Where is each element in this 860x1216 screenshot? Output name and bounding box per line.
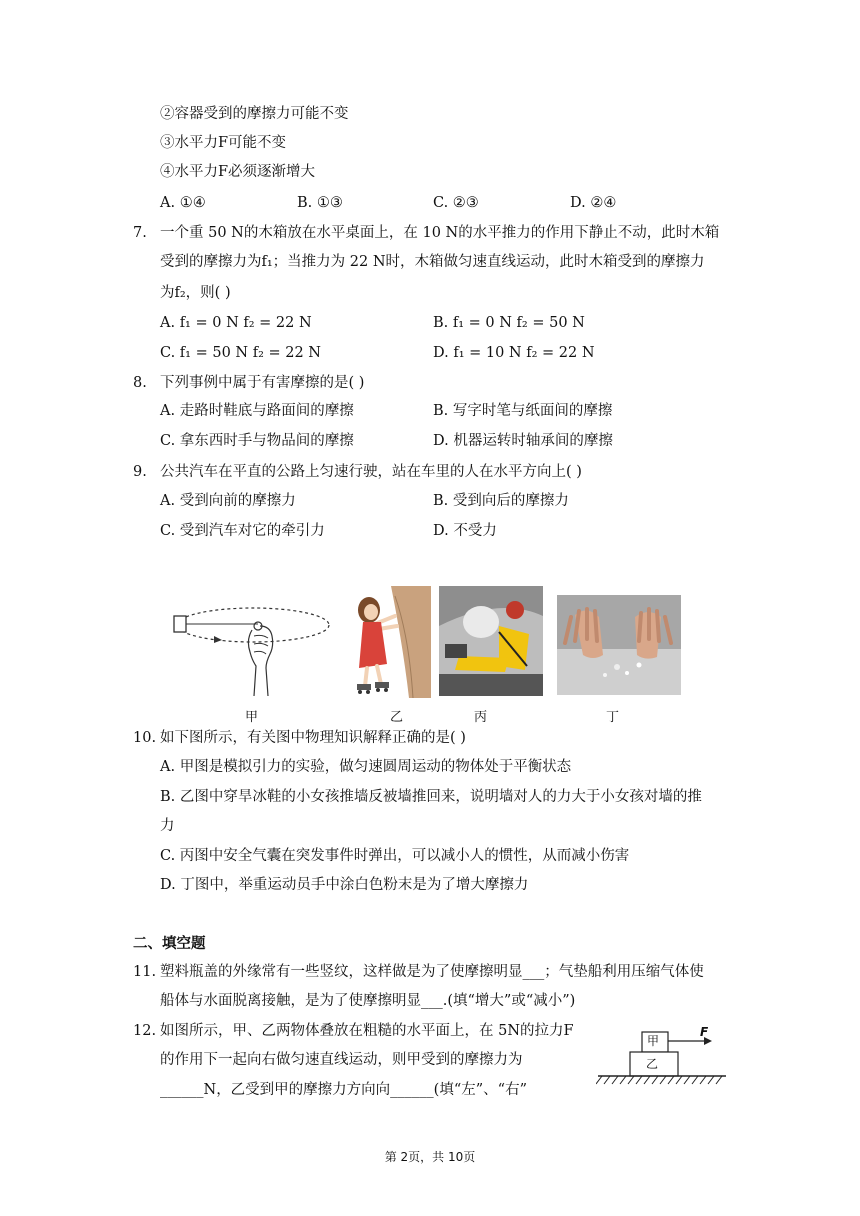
q9-option-a: A. 受到向前的摩擦力 <box>160 493 296 509</box>
q7-option-c: C. f₁ = 50 N f₂ = 22 N <box>160 345 321 361</box>
q7-option-b: B. f₁ = 0 N f₂ = 50 N <box>433 315 585 331</box>
q10-option-a: A. 甲图是模拟引力的实验，做匀速圆周运动的物体处于平衡状态 <box>160 759 572 775</box>
q11-line-1: 塑料瓶盖的外缘常有一些竖纹，这样做是为了使摩擦明显___；气垫船利用压缩气体使 <box>160 964 704 980</box>
q10-option-b-line-2: 力 <box>160 818 175 834</box>
q11-line-2: 船体与水面脱离接触，是为了使摩擦明显___.(填“增大”或“减小”) <box>160 993 576 1009</box>
figure-label-yi: 乙 <box>390 710 404 725</box>
q8-option-b: B. 写字时笔与纸面间的摩擦 <box>433 403 613 419</box>
q6-item-2: ②容器受到的摩擦力可能不变 <box>160 106 349 122</box>
q10-line-1: 如下图所示，有关图中物理知识解释正确的是( ) <box>160 730 466 746</box>
q8-number: 8. <box>133 375 147 391</box>
figure-orbit-experiment <box>168 590 338 700</box>
q12-diagram <box>596 1026 730 1090</box>
q12-line-2: 的作用下一起向右做匀速直线运动，则甲受到的摩擦力为 <box>160 1052 523 1068</box>
page-footer: 第 2页，共 10页 <box>384 1150 476 1164</box>
q10-option-b-line-1: B. 乙图中穿旱冰鞋的小女孩推墙反被墙推回来，说明墙对人的力大于小女孩对墙的推 <box>160 789 702 805</box>
q9-option-c: C. 受到汽车对它的牵引力 <box>160 523 325 539</box>
q12-block-jia: 甲 <box>647 1034 660 1048</box>
section-title-fill-in: 二、填空题 <box>133 936 206 952</box>
q6-item-4: ④水平力F必须逐渐增大 <box>160 164 316 180</box>
q9-option-b: B. 受到向后的摩擦力 <box>433 493 569 509</box>
q12-line-3: ______N，乙受到甲的摩擦力方向向______(填“左”、“右” <box>160 1082 527 1098</box>
q12-force-label: F <box>700 1025 709 1039</box>
q8-option-a: A. 走路时鞋底与路面间的摩擦 <box>160 403 354 419</box>
q7-line-3: 为f₂，则( ) <box>160 285 231 301</box>
q9-number: 9. <box>133 464 147 480</box>
q6-item-3: ③水平力F可能不变 <box>160 135 287 151</box>
q12-block-yi: 乙 <box>646 1057 659 1071</box>
q8-option-c: C. 拿东西时手与物品间的摩擦 <box>160 433 354 449</box>
figure-label-ding: 丁 <box>606 710 620 725</box>
q8-option-d: D. 机器运转时轴承间的摩擦 <box>433 433 613 449</box>
q7-number: 7. <box>133 225 147 241</box>
q7-line-2: 受到的摩擦力为f₁；当推力为 22 N时，木箱做匀速直线运动，此时木箱受到的摩擦力 <box>160 254 705 270</box>
q6-option-d: D. ②④ <box>570 195 617 211</box>
q11-number: 11. <box>133 964 157 980</box>
q10-option-c: C. 丙图中安全气囊在突发事件时弹出，可以减小人的惯性，从而减小伤害 <box>160 848 630 864</box>
q9-line-1: 公共汽车在平直的公路上匀速行驶，站在车里的人在水平方向上( ) <box>160 464 582 480</box>
figure-girl-pushing-wall <box>347 586 431 698</box>
q10-number: 10. <box>133 730 157 746</box>
figure-chalk-hands <box>557 595 681 695</box>
q7-option-a: A. f₁ = 0 N f₂ = 22 N <box>160 315 312 331</box>
figure-car-airbag <box>439 586 543 696</box>
q8-line-1: 下列事例中属于有害摩擦的是( ) <box>160 375 365 391</box>
q6-option-a: A. ①④ <box>160 195 206 211</box>
q9-option-d: D. 不受力 <box>433 523 497 539</box>
q7-option-d: D. f₁ = 10 N f₂ = 22 N <box>433 345 595 361</box>
figure-label-bing: 丙 <box>474 710 488 725</box>
q12-number: 12. <box>133 1023 157 1039</box>
q12-line-1: 如图所示，甲、乙两物体叠放在粗糙的水平面上，在 5N的拉力F <box>160 1023 574 1039</box>
figure-label-jia: 甲 <box>245 710 259 725</box>
q7-line-1: 一个重 50 N的木箱放在水平桌面上，在 10 N的水平推力的作用下静止不动，此时木箱 <box>160 225 720 241</box>
q6-option-b: B. ①③ <box>297 195 343 211</box>
q6-option-c: C. ②③ <box>433 195 479 211</box>
q10-option-d: D. 丁图中，举重运动员手中涂白色粉末是为了增大摩擦力 <box>160 877 529 893</box>
